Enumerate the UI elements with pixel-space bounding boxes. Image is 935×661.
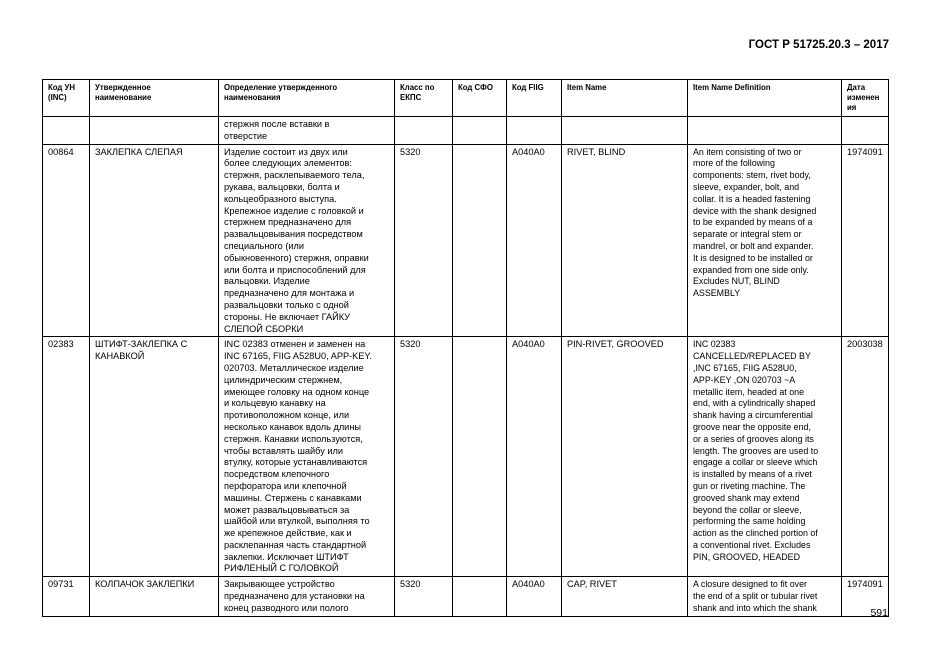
cell-date: 1974091 <box>842 577 889 616</box>
cell-date: 1974091 <box>842 144 889 337</box>
cell-item-def: INC 02383 CANCELLED/REPLACED BY ,INC 67165, FIIG A528U0, APP-KEY ,ON 020703 ~A metallic item, headed at one end, with a cylindrically shaped shank having a circumferential groove near the opposite end, or a series of grooves along its length. The grooves are used to engage a collar or sleeve which is installed by means of a rivet gun or riveting machine. The grooved shank may extend beyond the collar or sleeve, performing the same holding action as the clinched portion of a conventional rivet. Excludes PIN, GROOVED, HEADED <box>688 337 842 577</box>
cell-fiig: A040A0 <box>507 144 562 337</box>
cell-sfo <box>453 117 507 145</box>
cell-inc <box>43 117 90 145</box>
cell-definition: стержня после вставки в отверстие <box>219 117 395 145</box>
cell-item-def: A closure designed to fit over the end of a split or tubular rivet shank and into which the shank <box>688 577 842 616</box>
cell-inc: 00864 <box>43 144 90 337</box>
cell-sfo <box>453 577 507 616</box>
cell-inc: 02383 <box>43 337 90 577</box>
cell-sfo <box>453 337 507 577</box>
cell-item-name: RIVET, BLIND <box>562 144 688 337</box>
cell-sfo <box>453 144 507 337</box>
cell-name: ШТИФТ-ЗАКЛЕПКА С КАНАВКОЙ <box>90 337 219 577</box>
col-header-item-def: Item Name Definition <box>688 80 842 117</box>
cell-name: КОЛПАЧОК ЗАКЛЕПКИ <box>90 577 219 616</box>
cell-class: 5320 <box>395 577 453 616</box>
cell-definition: Закрывающее устройство предназначено для установки на конец разводного или полого <box>219 577 395 616</box>
col-header-approved-name: Утвержденное наименование <box>90 80 219 117</box>
table-header-row <box>43 80 889 117</box>
cell-item-name <box>562 117 688 145</box>
col-header-inc: Код УН (INC) <box>43 80 90 117</box>
standards-table <box>42 79 889 617</box>
cell-date: 2003038 <box>842 337 889 577</box>
cell-item-def: An item consisting of two or more of the following components: stem, rivet body, sleeve, expander, bolt, and collar. It is a headed fastening device with the shank designed to be expanded by means of a separate or integral stem or mandrel, or bolt and expander. It is designed to be installed or expanded from one side only. Excludes NUT, BLIND ASSEMBLY <box>688 144 842 337</box>
col-header-item-name: Item Name <box>562 80 688 117</box>
table-row <box>43 117 889 145</box>
col-header-date: Дата изменения <box>842 80 889 117</box>
cell-class <box>395 117 453 145</box>
table-row <box>43 337 889 577</box>
cell-item-name: CAP, RIVET <box>562 577 688 616</box>
cell-class: 5320 <box>395 144 453 337</box>
table-row <box>43 144 889 337</box>
col-header-sfo: Код СФО <box>453 80 507 117</box>
cell-inc: 09731 <box>43 577 90 616</box>
cell-name: ЗАКЛЕПКА СЛЕПАЯ <box>90 144 219 337</box>
cell-item-name: PIN-RIVET, GROOVED <box>562 337 688 577</box>
cell-fiig: A040A0 <box>507 577 562 616</box>
col-header-class: Класс по ЕКПС <box>395 80 453 117</box>
cell-fiig <box>507 117 562 145</box>
col-header-definition: Определение утвержденного наименования <box>219 80 395 117</box>
cell-class: 5320 <box>395 337 453 577</box>
cell-fiig: A040A0 <box>507 337 562 577</box>
col-header-fiig: Код FIIG <box>507 80 562 117</box>
cell-definition: Изделие состоит из двух или более следующих элементов: стержня, расклепываемого тела, рукава, вальцовки, болта и кольцеобразного выступа. Крепежное изделие с головкой и стержнем предназначено для развальцовывания посредством специального (или обыкновенного) стержня, оправки или болта и приспособлений для вальцовки. Изделие предназначено для монтажа и развальцовки только с одной стороны. Не включает ГАЙКУ СЛЕПОЙ СБОРКИ <box>219 144 395 337</box>
cell-item-def <box>688 117 842 145</box>
cell-definition: INC 02383 отменен и заменен на INC 67165, FIIG A528U0, APP-KEY. 020703. Металлическое изделие цилиндрическим стержнем, имеющее головку на одном конце и кольцевую канавку на противоположном конце, или несколько канавок вдоль длины стержня. Канавки используются, чтобы вставлять шайбу или втулку, которые устанавливаются посредством клепочного перфоратора или клепочной машины. Стержень с канавками может развальцовываться за шайбой или втулкой, выполняя то же крепежное действие, как и расклепанная часть стандартной заклепки. Исключает ШТИФТ РИФЛЕНЫЙ С ГОЛОВКОЙ <box>219 337 395 577</box>
table-row <box>43 577 889 616</box>
document-header: ГОСТ Р 51725.20.3 – 2017 <box>748 39 889 51</box>
cell-date <box>842 117 889 145</box>
cell-name <box>90 117 219 145</box>
page-number: 591 <box>870 607 888 619</box>
